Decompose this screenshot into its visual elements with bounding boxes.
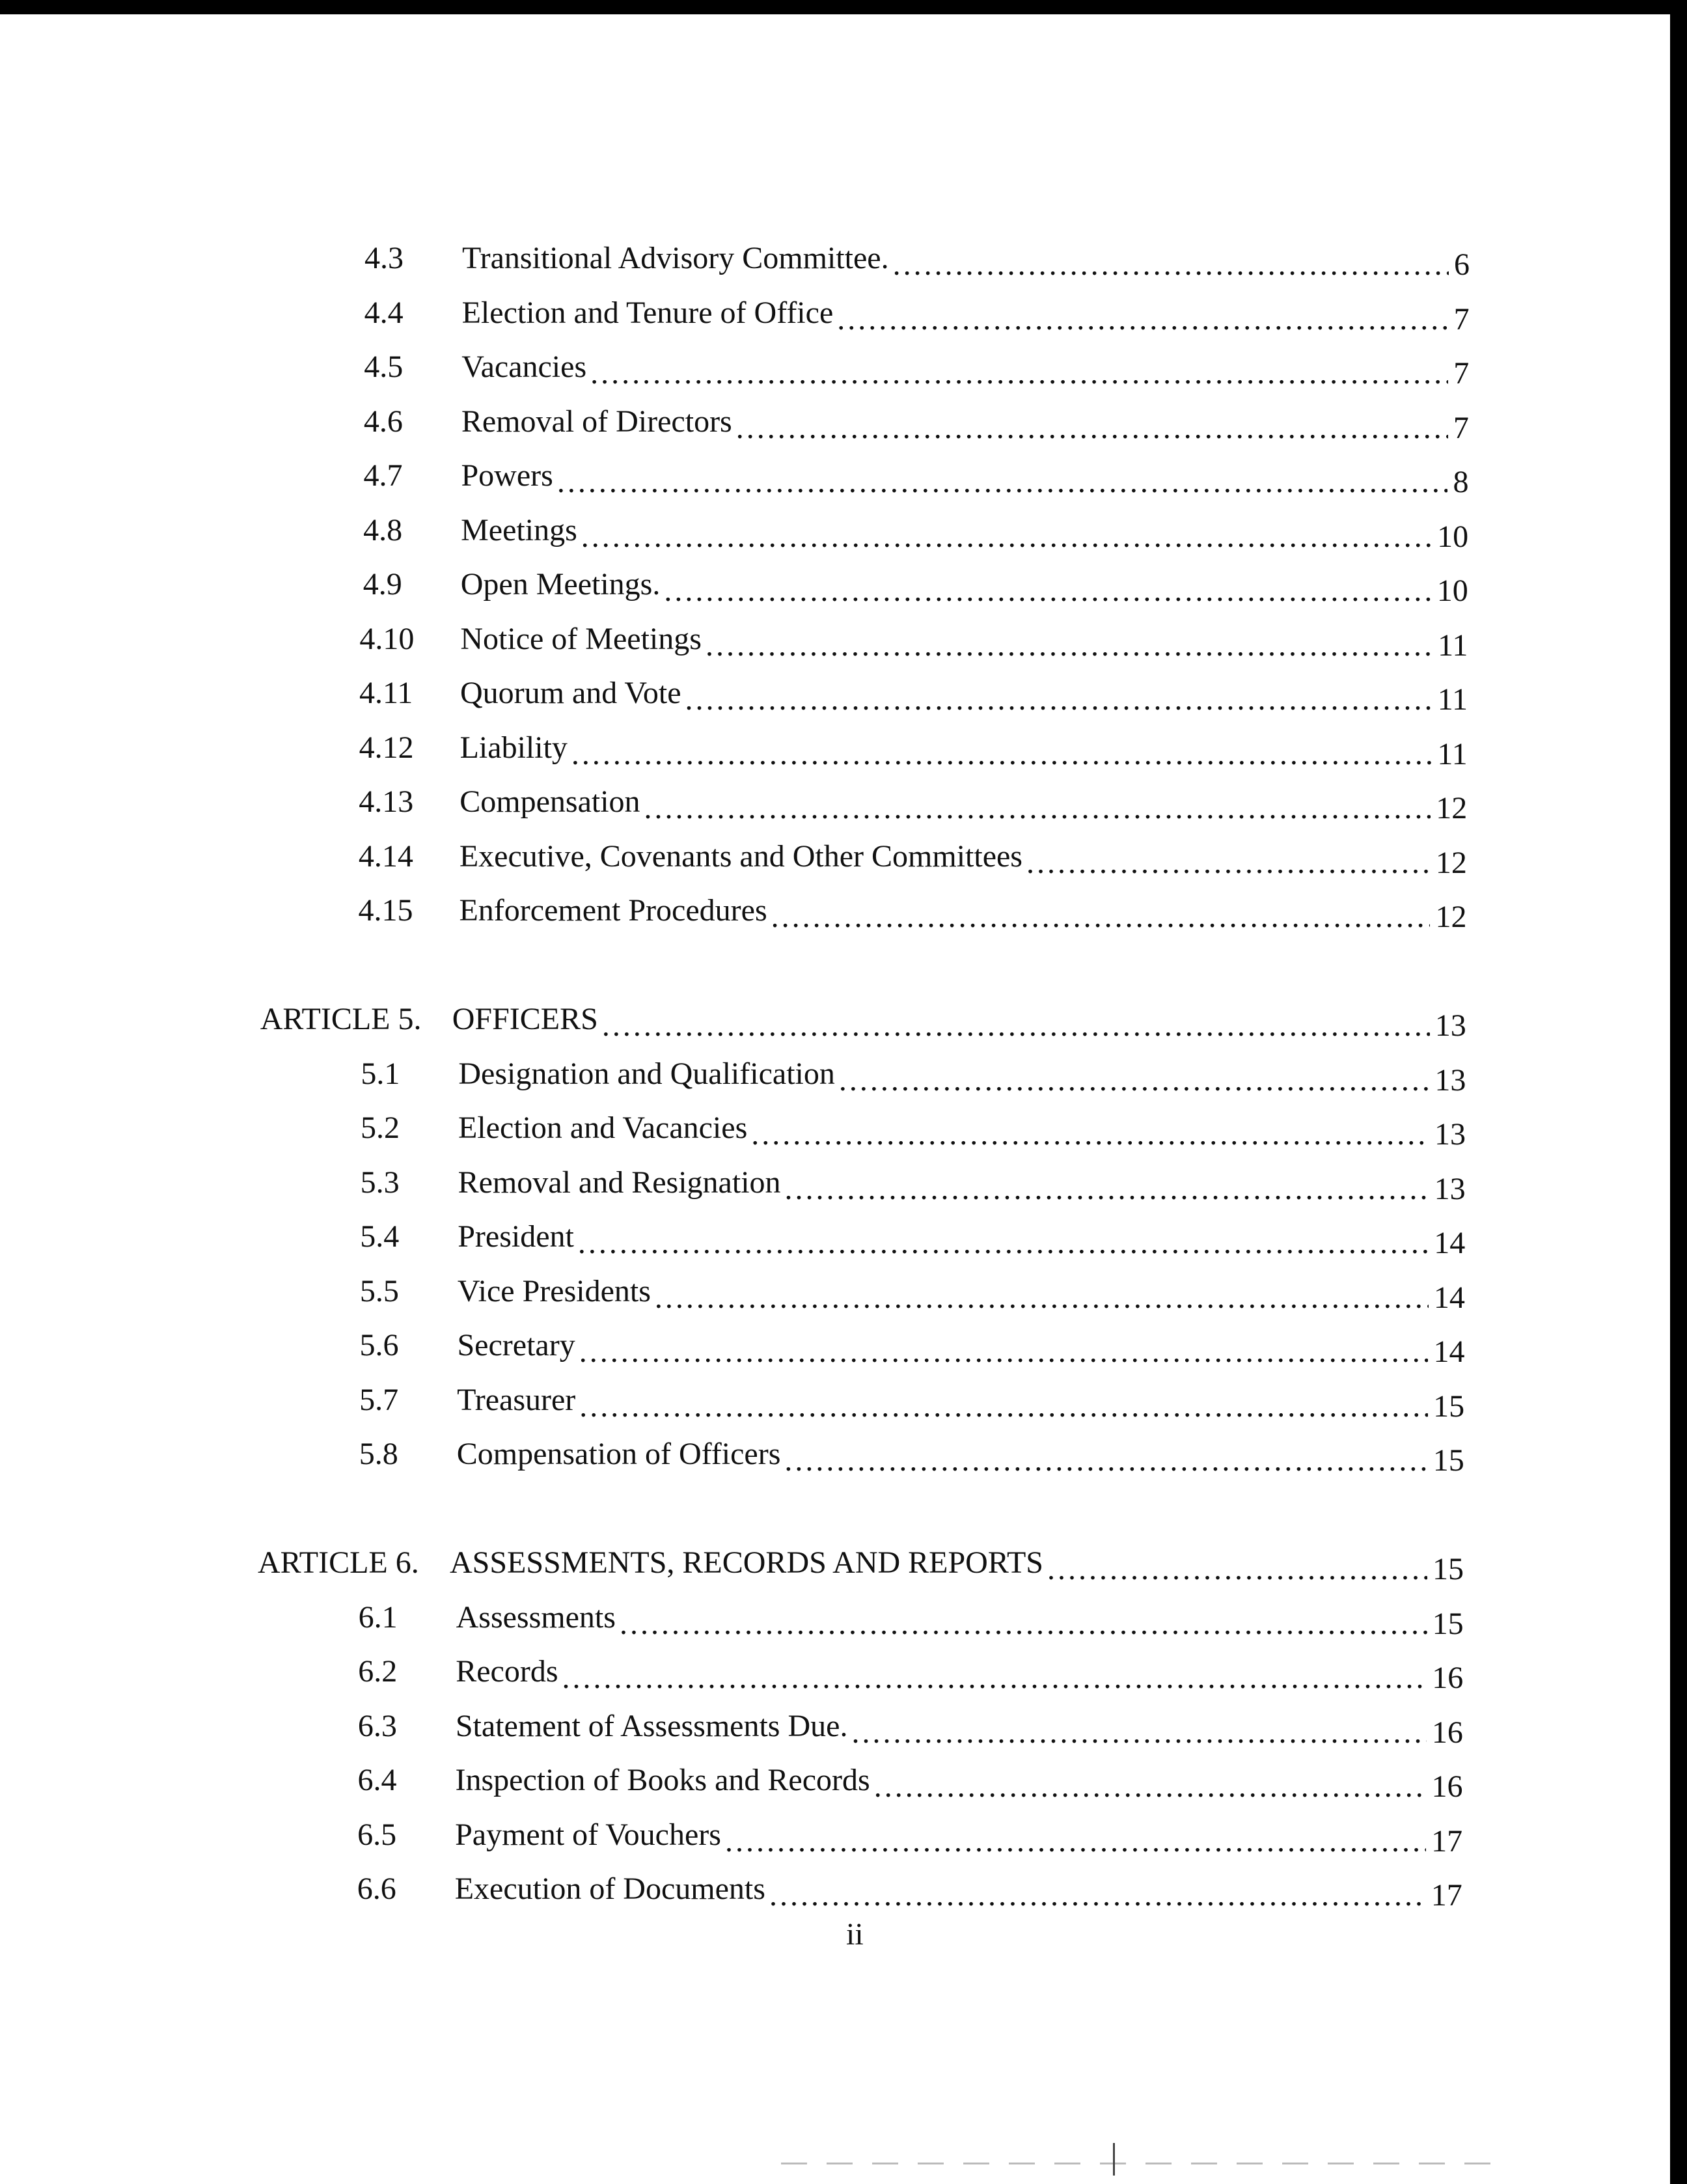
toc-entry-row — [0, 402, 1670, 457]
article-title: OFFICERS — [452, 1002, 598, 1036]
toc-entry-number: 6.3 — [357, 1708, 397, 1743]
toc-entry-title: Treasurer — [457, 1382, 576, 1417]
toc-entry-number: 5.4 — [360, 1219, 400, 1254]
toc-entry-dot-leader — [685, 680, 1433, 719]
toc-entry-leader — [457, 1381, 1465, 1424]
toc-entry-leader — [461, 402, 1469, 445]
toc-entry-title: Removal and Resignation — [458, 1165, 781, 1200]
toc-entry-page: 15 — [1433, 1389, 1465, 1424]
toc-entry-title: Statement of Assessments Due. — [455, 1708, 848, 1743]
toc-entry-page: 16 — [1431, 1715, 1463, 1750]
toc-entry-dot-leader — [769, 1876, 1426, 1915]
toc-entry-number: 4.10 — [359, 621, 415, 656]
toc-entry-page: 16 — [1431, 1769, 1463, 1804]
toc-entry-number: 6.6 — [357, 1872, 396, 1906]
toc-entry-page: 7 — [1453, 301, 1470, 337]
toc-entry-dot-leader — [725, 1822, 1426, 1861]
toc-entry-row — [0, 1055, 1670, 1109]
toc-entry-page: 7 — [1453, 356, 1470, 391]
toc-entry-dot-leader — [751, 1115, 1429, 1154]
toc-entry-title: Execution of Documents — [454, 1872, 765, 1906]
article-label: ARTICLE 5. — [260, 1002, 422, 1036]
toc-entry-title: Notice of Meetings — [460, 621, 702, 656]
toc-entry-number: 4.13 — [359, 784, 414, 819]
toc-entry-row — [0, 1381, 1670, 1435]
toc-entry-title: Election and Tenure of Office — [461, 295, 834, 330]
article-page: 15 — [1432, 1552, 1464, 1586]
toc-entry-title: Records — [456, 1654, 558, 1689]
toc-entry-page: 10 — [1437, 519, 1469, 554]
toc-entry-dot-leader — [837, 300, 1448, 339]
toc-entry-page: 14 — [1433, 1280, 1465, 1315]
toc-entry-title: Powers — [461, 458, 553, 493]
toc-entry-page: 11 — [1437, 682, 1468, 717]
page-number: ii — [846, 1917, 864, 1952]
toc-entry-title: Liability — [459, 730, 568, 765]
toc-entry-row — [0, 1816, 1670, 1870]
toc-entry-leader — [458, 1217, 1466, 1260]
toc-entry-page: 8 — [1453, 465, 1469, 499]
toc-entry-leader — [456, 1652, 1464, 1695]
toc-entry-row — [0, 1272, 1670, 1327]
toc-entry-page: 17 — [1431, 1823, 1463, 1859]
toc-entry-page: 12 — [1435, 845, 1467, 880]
toc-entry-leader — [460, 620, 1468, 663]
toc-entry-row — [0, 348, 1670, 402]
toc-entry-dot-leader — [620, 1605, 1427, 1644]
toc-entry-leader — [457, 1326, 1465, 1369]
toc-entry-dot-leader — [557, 463, 1448, 502]
toc-entry-dot-leader — [579, 1387, 1428, 1426]
toc-entry-leader — [461, 511, 1469, 554]
toc-entry-number: 5.6 — [359, 1328, 399, 1362]
toc-entry-leader — [456, 1435, 1464, 1478]
toc-entry-leader — [461, 456, 1469, 499]
toc-entry-row — [0, 1326, 1670, 1381]
toc-entry-dot-leader — [893, 245, 1449, 284]
toc-entry-page: 13 — [1434, 1062, 1466, 1098]
toc-entry-number: 4.11 — [359, 676, 413, 710]
toc-entry-title: President — [458, 1219, 574, 1254]
toc-article-row — [0, 1543, 1670, 1598]
toc-entry-number: 4.6 — [363, 404, 403, 439]
scan-artifact-line — [781, 2163, 1497, 2164]
toc-entry-leader — [459, 728, 1468, 771]
toc-entry-number: 5.5 — [359, 1273, 399, 1308]
toc-entry-row — [0, 891, 1670, 946]
toc-entry-leader — [458, 1163, 1466, 1206]
toc-entry-number: 6.4 — [357, 1763, 397, 1797]
toc-entry-number: 6.2 — [358, 1654, 398, 1689]
toc-entry-number: 5.1 — [361, 1056, 400, 1091]
toc-entry-row — [0, 1761, 1670, 1816]
toc-entry-leader — [458, 1055, 1466, 1098]
toc-entry-number: 4.8 — [363, 512, 403, 547]
toc-entry-row — [0, 674, 1670, 728]
toc-entry-page: 14 — [1433, 1334, 1465, 1369]
toc-entry-row — [0, 1707, 1670, 1762]
toc-entry-page: 15 — [1433, 1443, 1464, 1478]
toc-entry-title: Compensation — [459, 784, 640, 819]
toc-entry-number: 4.9 — [363, 567, 402, 601]
toc-entry-dot-leader — [664, 572, 1431, 611]
toc-entry-page: 16 — [1432, 1661, 1464, 1695]
toc-entry-number: 4.12 — [359, 730, 414, 765]
toc-entry-row — [0, 565, 1670, 620]
scan-artifact-mark — [1113, 2143, 1115, 2176]
toc-entry-row — [0, 1163, 1670, 1218]
toc-entry-dot-leader — [1026, 844, 1431, 883]
toc-entry-dot-leader — [785, 1170, 1429, 1209]
toc-entry-number: 5.8 — [359, 1437, 398, 1471]
toc-entry-number: 5.7 — [359, 1382, 399, 1417]
toc-entry-row — [0, 728, 1670, 783]
toc-entry-title: Enforcement Procedures — [459, 893, 767, 928]
article-page: 13 — [1434, 1008, 1466, 1043]
toc-entry-page: 14 — [1434, 1226, 1466, 1260]
toc-entry-dot-leader — [644, 789, 1431, 828]
toc-entry-row — [0, 1652, 1670, 1707]
toc-entry-leader — [461, 294, 1470, 337]
toc-entry-number: 4.15 — [358, 893, 413, 928]
toc-entry-dot-leader — [736, 409, 1448, 448]
toc-entry-row — [0, 294, 1670, 348]
toc-entry-dot-leader — [579, 1333, 1429, 1372]
toc-entry-row — [0, 620, 1670, 674]
toc-entry-row — [0, 1598, 1670, 1653]
toc-entry-title: Transitional Advisory Committee. — [462, 241, 889, 275]
article-title: ASSESSMENTS, RECORDS AND REPORTS — [449, 1545, 1043, 1580]
toc-entry-number: 5.3 — [360, 1165, 400, 1200]
toc-entry-page: 17 — [1431, 1878, 1462, 1913]
toc-entry-row — [0, 782, 1670, 837]
toc-entry-number: 4.4 — [364, 295, 404, 330]
toc-entry-page: 10 — [1436, 574, 1468, 608]
toc-entry-dot-leader — [655, 1279, 1429, 1318]
toc-entry-title: Compensation of Officers — [456, 1437, 781, 1471]
toc-entry-page: 12 — [1435, 900, 1467, 934]
toc-entry-leader — [455, 1761, 1463, 1804]
toc-entry-number: 4.7 — [363, 458, 403, 493]
toc-entry-row — [0, 1870, 1670, 1924]
toc-entry-number: 6.5 — [357, 1817, 397, 1852]
toc-entry-title: Assessments — [456, 1599, 616, 1635]
article-leader — [449, 1543, 1464, 1586]
toc-entry-page: 13 — [1434, 1171, 1466, 1206]
toc-entry-row — [0, 837, 1670, 892]
toc-entry-row — [0, 1435, 1670, 1489]
toc-entry-title: Open Meetings. — [460, 567, 661, 601]
toc-entry-leader — [456, 1598, 1464, 1641]
toc-entry-title: Vice Presidents — [457, 1273, 651, 1308]
toc-entry-row — [0, 456, 1670, 511]
toc-entry-leader — [457, 1272, 1465, 1315]
toc-entry-title: Designation and Qualification — [458, 1056, 835, 1091]
toc-entry-dot-leader — [784, 1441, 1427, 1480]
toc-entry-title: Vacancies — [461, 350, 587, 384]
toc-entry-number: 4.5 — [364, 350, 404, 384]
toc-entry-page: 11 — [1437, 736, 1468, 771]
toc-entry-row — [0, 239, 1670, 294]
toc-entry-row — [0, 1217, 1670, 1272]
toc-entry-leader — [460, 565, 1468, 608]
toc-entry-number: 4.14 — [358, 838, 413, 874]
toc-article-row — [0, 1000, 1670, 1055]
article-label: ARTICLE 6. — [257, 1545, 419, 1580]
toc-entry-leader — [455, 1707, 1463, 1750]
toc-entry-title: Secretary — [457, 1328, 575, 1362]
toc-entry-dot-leader — [706, 626, 1433, 665]
toc-entry-page: 7 — [1453, 410, 1469, 445]
toc-entry-title: Removal of Directors — [461, 404, 732, 439]
toc-entry-leader — [459, 782, 1468, 825]
toc-entry-dot-leader — [562, 1659, 1427, 1698]
toc-entry-leader — [459, 837, 1467, 880]
toc-entry-leader — [462, 239, 1470, 282]
toc-entry-title: Inspection of Books and Records — [455, 1763, 870, 1797]
toc-entry-number: 6.1 — [358, 1599, 398, 1635]
toc-entry-dot-leader — [874, 1767, 1427, 1806]
toc-entry-leader — [459, 891, 1467, 934]
article-dot-leader — [602, 1006, 1430, 1045]
article-leader — [452, 1000, 1466, 1043]
toc-entry-dot-leader — [851, 1713, 1426, 1752]
toc-entry-number: 4.3 — [364, 241, 404, 275]
toc-entry-leader — [458, 1109, 1466, 1152]
toc-entry-dot-leader — [581, 518, 1432, 557]
toc-entry-dot-leader — [771, 898, 1431, 937]
toc-entry-page: 15 — [1432, 1606, 1464, 1641]
toc-entry-page: 6 — [1454, 247, 1470, 282]
toc-entry-leader — [454, 1870, 1462, 1913]
document-page — [0, 14, 1670, 2184]
toc-entry-leader — [461, 348, 1470, 391]
toc-entry-page: 11 — [1438, 628, 1468, 663]
toc-entry-dot-leader — [590, 354, 1448, 393]
toc-entry-title: Election and Vacancies — [458, 1111, 748, 1145]
toc-entry-title: Quorum and Vote — [459, 676, 681, 710]
toc-entry-row — [0, 1109, 1670, 1163]
toc-entry-dot-leader — [571, 735, 1432, 774]
toc-entry-row — [0, 511, 1670, 566]
toc-entry-title: Executive, Covenants and Other Committees — [459, 838, 1022, 874]
toc-entry-title: Meetings — [461, 512, 577, 547]
toc-entry-page: 12 — [1436, 791, 1468, 825]
toc-entry-leader — [455, 1816, 1463, 1859]
toc-entry-page: 13 — [1434, 1117, 1466, 1152]
article-dot-leader — [1047, 1550, 1427, 1589]
toc-entry-number: 5.2 — [360, 1111, 400, 1145]
toc-entry-leader — [459, 674, 1468, 717]
toc-entry-title: Payment of Vouchers — [455, 1817, 721, 1852]
toc-entry-dot-leader — [578, 1224, 1429, 1263]
toc-entry-dot-leader — [839, 1061, 1429, 1100]
